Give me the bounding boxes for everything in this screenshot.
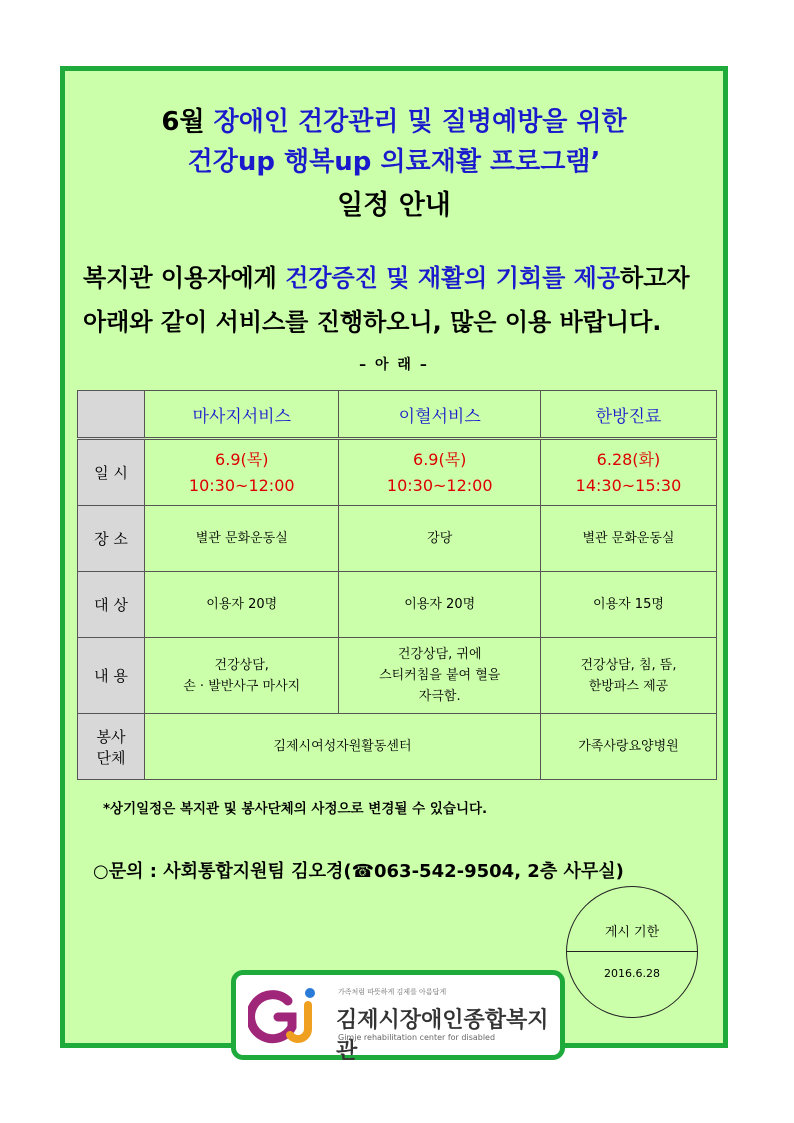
content-line: 손 · 발반사구 마사지 bbox=[183, 678, 301, 694]
stamp-label: 게시 기한 bbox=[604, 925, 660, 940]
gj-logo-icon bbox=[248, 983, 328, 1047]
stamp-date: 2016.6.28 bbox=[604, 967, 660, 980]
row-label-content: 내 용 bbox=[78, 638, 145, 714]
schedule-table bbox=[77, 390, 717, 780]
logo-english: Gimje rehabilitation center for disabled bbox=[338, 1033, 496, 1042]
content-line: 스티커침을 붙여 혈을 bbox=[379, 668, 501, 683]
date-time: 10:30~12:00 bbox=[188, 475, 295, 495]
header-ear: 이혈서비스 bbox=[339, 391, 540, 439]
org-label-2: 단체 bbox=[96, 748, 126, 767]
schedule-note: *상기일정은 복지관 및 봉사단체의 사정으로 변경될 수 있습니다. bbox=[103, 801, 488, 817]
date-day: 6.9(목) bbox=[215, 449, 269, 469]
org-cell: 가족사랑요양병원 bbox=[540, 714, 716, 780]
target-cell: 이용자 20명 bbox=[145, 572, 339, 638]
title-line-2: 건강up 행복up 의료재활 프로그램’ bbox=[187, 147, 601, 177]
posting-deadline-stamp bbox=[566, 886, 698, 1018]
intro-line-1 bbox=[83, 256, 690, 300]
content-line: 한방파스 제공 bbox=[588, 678, 669, 694]
place-cell: 별관 문화운동실 bbox=[540, 506, 716, 572]
intro-part2: 하고자 bbox=[620, 264, 690, 292]
date-time: 14:30~15:30 bbox=[575, 475, 682, 495]
content-cell bbox=[145, 638, 339, 714]
content-line: 건강상담, bbox=[214, 657, 269, 673]
title-month: 6월 bbox=[161, 107, 205, 137]
intro-highlight: 건강증진 및 재활의 기회를 제공 bbox=[285, 264, 621, 292]
date-day: 6.9(목) bbox=[413, 449, 467, 469]
target-cell: 이용자 20명 bbox=[339, 572, 540, 638]
date-cell bbox=[339, 439, 540, 506]
content-cell bbox=[339, 638, 540, 714]
header-massage: 마사지서비스 bbox=[145, 391, 339, 439]
header-oriental: 한방진료 bbox=[540, 391, 716, 439]
intro-part1: 복지관 이용자에게 bbox=[83, 264, 286, 292]
date-time: 10:30~12:00 bbox=[386, 475, 493, 495]
stamp-divider bbox=[567, 951, 697, 952]
row-label-place: 장 소 bbox=[78, 506, 145, 572]
content-line: 건강상담, 침, 뜸, bbox=[580, 657, 677, 673]
logo-name: 김제시장애인종합복지관 bbox=[336, 1008, 549, 1064]
row-label-date: 일 시 bbox=[78, 439, 145, 506]
table-row bbox=[78, 714, 717, 780]
date-cell bbox=[145, 439, 339, 506]
logo-box bbox=[231, 970, 565, 1064]
content-line: 건강상담, 귀에 bbox=[397, 647, 482, 662]
logo-slogan: 가족처럼 따뜻하게 김제를 아름답게 bbox=[338, 988, 447, 996]
date-cell bbox=[540, 439, 716, 506]
intro-text bbox=[83, 256, 690, 344]
title-line-1-rest: 장애인 건강관리 및 질병예방을 위한 bbox=[213, 107, 627, 137]
table-row bbox=[78, 439, 717, 506]
poster bbox=[60, 66, 728, 1064]
title-line-1 bbox=[65, 101, 723, 138]
below-label: – 아 래 – bbox=[359, 357, 429, 373]
place-cell: 강당 bbox=[339, 506, 540, 572]
table-header-row bbox=[78, 391, 717, 439]
table-row bbox=[78, 638, 717, 714]
target-cell: 이용자 15명 bbox=[540, 572, 716, 638]
intro-line-2: 아래와 같이 서비스를 진행하오니, 많은 이용 바랍니다. bbox=[83, 308, 662, 336]
org-label-1: 봉사 bbox=[96, 727, 126, 746]
content-cell bbox=[540, 638, 716, 714]
row-label-target: 대 상 bbox=[78, 572, 145, 638]
date-day: 6.28(화) bbox=[596, 449, 661, 469]
title-line-3: 일정 안내 bbox=[337, 190, 451, 221]
table-row bbox=[78, 506, 717, 572]
row-label-org bbox=[78, 714, 145, 780]
table-corner bbox=[78, 391, 145, 439]
org-cell: 김제시여성자원활동센터 bbox=[145, 714, 541, 780]
content-line: 자극함. bbox=[418, 689, 461, 704]
contact-info: ○문의 : 사회통합지원팀 김오경(☎063-542-9504, 2층 사무실) bbox=[93, 861, 624, 882]
table-row bbox=[78, 572, 717, 638]
place-cell: 별관 문화운동실 bbox=[145, 506, 339, 572]
